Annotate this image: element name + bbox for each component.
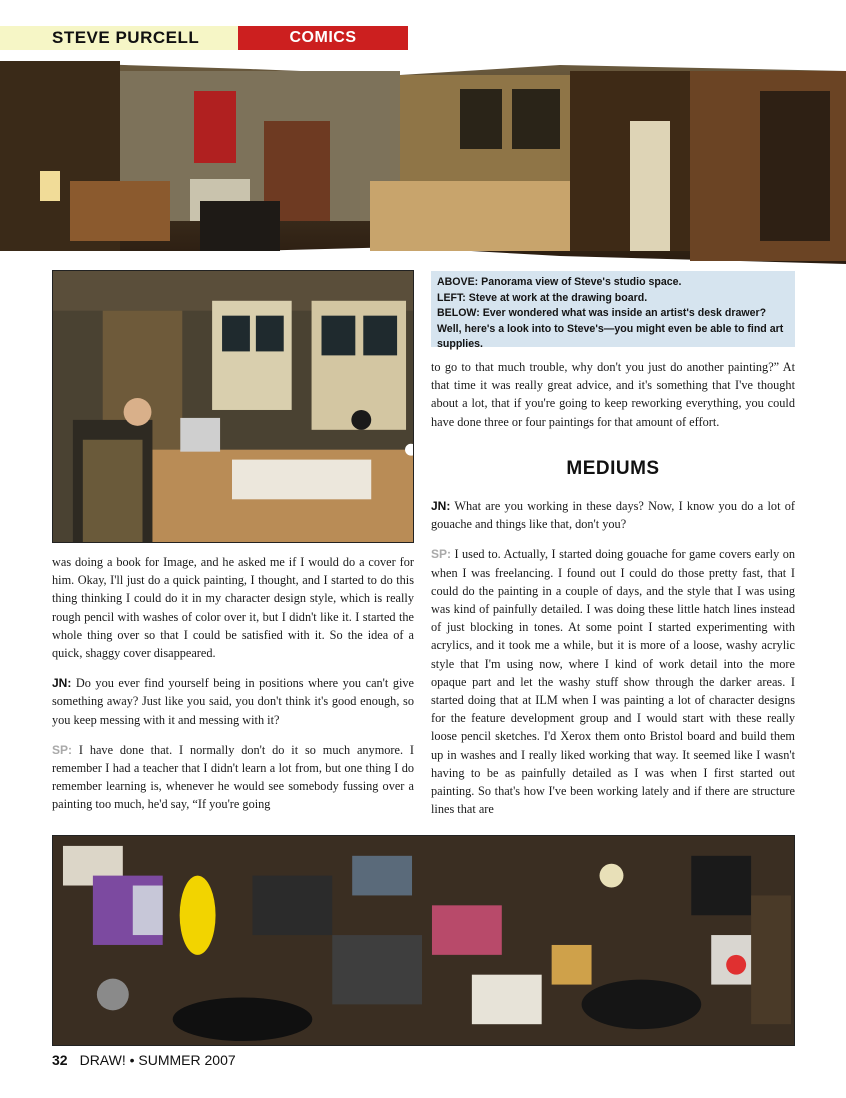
caption-above-key: ABOVE:: [437, 276, 479, 288]
page-footer: [52, 1052, 236, 1068]
left-paragraph-2-text: Do you ever find yourself being in positions where you can't give something away? Just like you said, you don't think it's good enough, so you keep messing with it and messing with it?: [52, 676, 414, 727]
left-paragraph-3: [52, 741, 414, 814]
category-header: COMICS: [238, 26, 408, 50]
artist-photo: [52, 270, 414, 543]
right-paragraph-3-text: I used to. Actually, I started doing gouache for game covers early on when I was freelancing. I found out I could do those pretty fast, that I could do the painting in a couple of days, and the style that I was using was kind of painfully detailed. I was doing these little hatch lines instead of just blocking in tones. At some point I started experimenting with acrylics, and it took me a while, but it is more of a loose, washy acrylic style that I'm using now, where I kind of work detail into the more opaque part and let the washy stuff show through the darker areas. I started doing that at ILM when I was painting a lot of character designs for the feature development group and I would start with these really loose pencil sketches. I'd Xerox them onto Bristol board and build them up in washes and I really liked working that way. It seemed like I wasn't having to be as painfully detailed as I was when I first started out painting. So that's how I've been working lately and if there are structure lines that are: [431, 547, 795, 817]
page-number: 32: [52, 1052, 68, 1068]
left-paragraph-1: was doing a book for Image, and he asked me if I would do a cover for him. Okay, I'll just do a quick painting, I thought, and I started to do this thing thinking I could do it in my character design style, which is really rough pencil with washes of color over it, but I didn't like it. I started the whole thing over so that I could be satisfied with it. So the idea of a quick, shaggy cover disappeared.: [52, 555, 414, 661]
right-paragraph-3: [431, 545, 795, 818]
publication-name: DRAW! • SUMMER 2007: [79, 1052, 236, 1068]
drawer-photo: [52, 835, 795, 1046]
caption-left-key: LEFT:: [437, 291, 466, 304]
caption-below-key: BELOW:: [437, 307, 480, 319]
section-heading: MEDIUMS: [566, 458, 660, 479]
speaker-jn: JN:: [52, 676, 72, 691]
right-column-bottom: [431, 497, 795, 818]
right-column-top: [431, 358, 795, 431]
speaker-sp: SP:: [52, 742, 73, 757]
caption-above-text: Panorama view of Steve's studio space.: [478, 276, 682, 288]
right-paragraph-1: to go to that much trouble, why don't you just do another painting?” At that time it was really great advice, and it's something that I've thought about a lot, that if you're going to keep reworking everything, you could have done three or four paintings for that amount of effort.: [431, 360, 795, 429]
caption-left-text: Steve at work at the drawing board.: [465, 291, 648, 304]
speaker-jn: JN:: [431, 499, 451, 513]
right-paragraph-2: [431, 497, 795, 533]
left-paragraph-3-text: I have done that. I normally don't do it so much anymore. I remember I had a teacher that I didn't learn a lot from, but one thing I do remember learning is, whenever he would see somebody fussing over a painting too much, he'd say, “If you're going: [52, 742, 414, 812]
photo-caption: [431, 271, 795, 350]
left-column: [52, 553, 414, 814]
speaker-sp: SP:: [431, 547, 452, 562]
author-header: STEVE PURCELL: [0, 26, 238, 50]
right-paragraph-2-text: What are you working in these days? Now, I know you do a lot of gouache and things like that, don't you?: [431, 499, 795, 532]
panorama-photo: [0, 61, 846, 264]
left-paragraph-2: [52, 674, 414, 729]
caption-below-text: Ever wondered what was inside an artist's desk drawer? Well, here's a look into to Steve's—you might even be able to find art supplies.: [437, 307, 784, 350]
